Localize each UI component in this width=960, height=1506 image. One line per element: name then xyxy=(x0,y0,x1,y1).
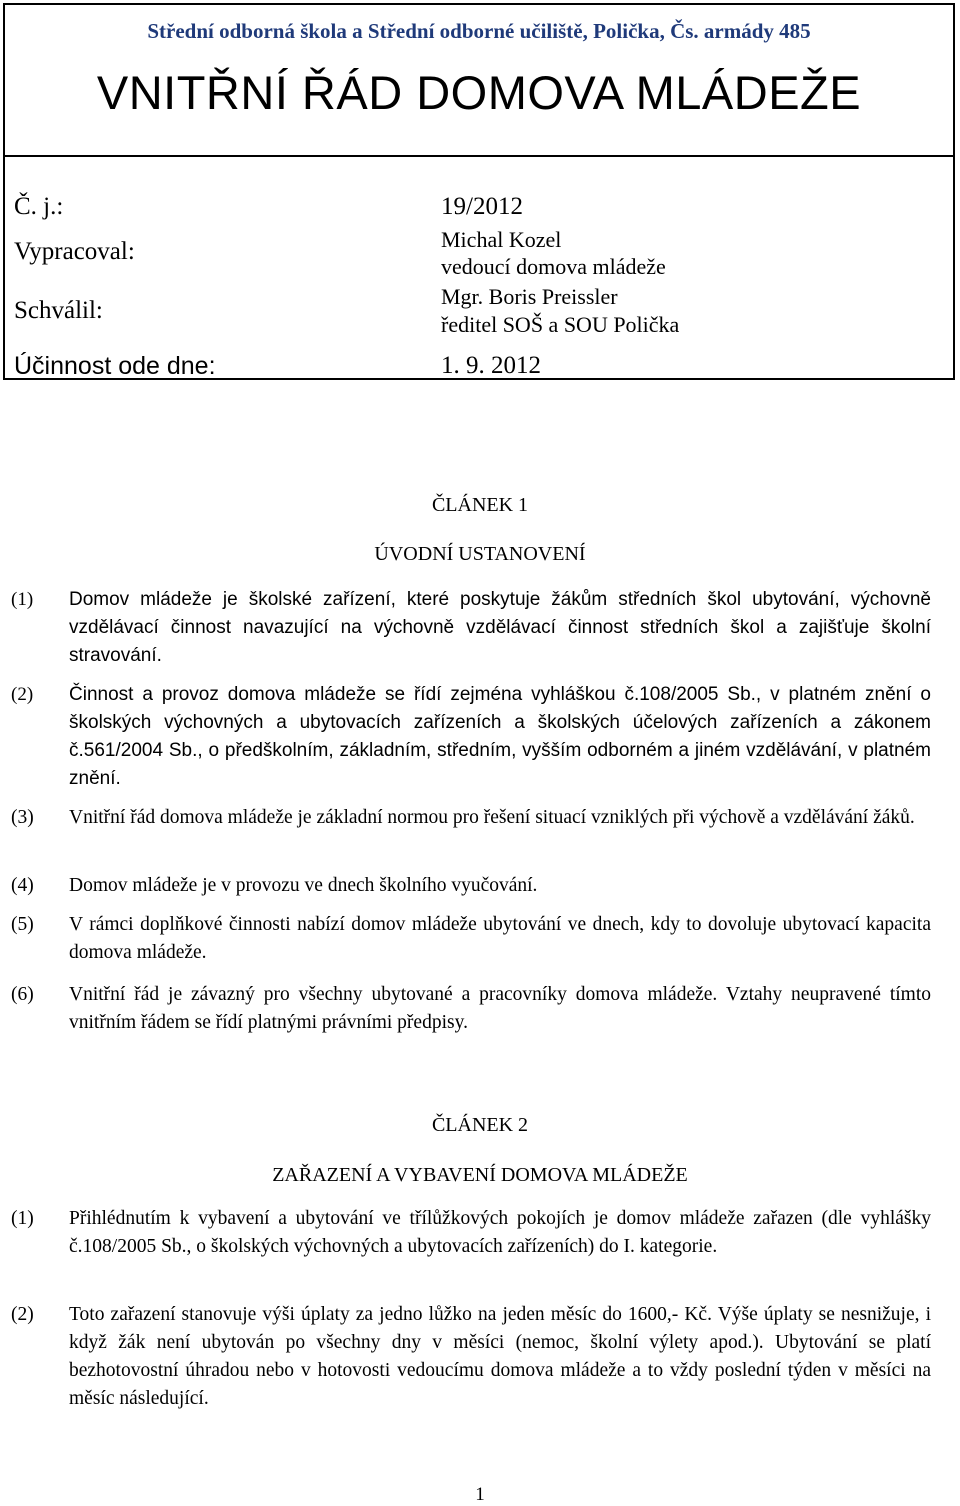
article-1-paragraph xyxy=(11,872,931,900)
prepared-role: vedoucí domova mládeže xyxy=(441,254,666,279)
paragraph-number: (6) xyxy=(11,984,34,1005)
article-1-paragraph xyxy=(11,681,931,793)
approved-role: ředitel SOŠ a SOU Polička xyxy=(441,312,680,337)
paragraph-text: Domov mládeže je školské zařízení, které poskytuje žákům středních škol ubytování, výchovně vzdělávací činnost navazující na výchovně vzdělávací činnost středních škol a zajišťuje školní stravování. xyxy=(69,589,931,666)
paragraph-number: (2) xyxy=(11,684,34,705)
paragraph-text: Vnitřní řád domova mládeže je základní normou pro řešení situací vzniklých při výchově a vzdělávání žáků. xyxy=(69,807,915,828)
prepared-label: Vypracoval: xyxy=(14,238,135,265)
paragraph-number: (1) xyxy=(11,1208,34,1229)
cj-value: 19/2012 xyxy=(441,193,523,220)
article-2-paragraph xyxy=(11,1205,931,1261)
effective-label: Účinnost ode dne: xyxy=(14,352,216,380)
article-1-paragraph xyxy=(11,586,931,670)
approved-label: Schválil: xyxy=(14,297,103,324)
paragraph-text: Toto zařazení stanovuje výši úplaty za jedno lůžko na jeden měsíc do 1600,- Kč. Výše úplaty se nesnižuje, i když žák není ubytován po všechny dny v měsíci (nemoc, školní výlety apod.). Ubytování se platí bezhotovostní úhradou nebo v hotovosti vedoucímu domova mládeže a to vždy poslední týden v měsíci na měsíc následující. xyxy=(69,1304,931,1409)
prepared-name: Michal Kozel xyxy=(441,227,562,252)
paragraph-number: (3) xyxy=(11,807,34,828)
article-1-number: ČLÁNEK 1 xyxy=(431,494,529,516)
approved-name: Mgr. Boris Preissler xyxy=(441,284,618,309)
paragraph-text: Vnitřní řád je závazný pro všechny ubytované a pracovníky domova mládeže. Vztahy neupravené tímto vnitřním řádem se řídí platnými právními předpisy. xyxy=(69,984,931,1033)
cj-label: Č. j.: xyxy=(14,193,64,220)
paragraph-text: Činnost a provoz domova mládeže se řídí zejména vyhláškou č.108/2005 Sb., v platném znění o školských výchovných a ubytovacích zařízeních a školských účelových zařízeních a zákonem č.561/2004 Sb., o předškolním, základním, středním, vyšším odborném a jiném vzdělávání, v platném znění. xyxy=(69,684,931,789)
article-1-paragraph xyxy=(11,804,931,832)
article-1-title: ÚVODNÍ USTANOVENÍ xyxy=(374,543,586,565)
paragraph-number: (1) xyxy=(11,589,34,610)
article-2-paragraph xyxy=(11,1301,931,1413)
paragraph-number: (4) xyxy=(11,875,34,896)
paragraph-number: (2) xyxy=(11,1304,34,1325)
document-title: VNITŘNÍ ŘÁD DOMOVA MLÁDEŽE xyxy=(96,66,862,119)
paragraph-text: V rámci doplňkové činnosti nabízí domov mládeže ubytování ve dnech, kdy to dovoluje ubytovací kapacita domova mládeže. xyxy=(69,914,931,963)
school-name: Střední odborná škola a Střední odborné učiliště, Polička, Čs. armády 485 xyxy=(147,19,811,43)
paragraph-text: Domov mládeže je v provozu ve dnech školního vyučování. xyxy=(69,875,538,896)
effective-date: 1. 9. 2012 xyxy=(441,352,541,379)
article-2-number: ČLÁNEK 2 xyxy=(431,1114,529,1136)
document-header xyxy=(3,3,955,380)
article-1-paragraph xyxy=(11,981,931,1037)
paragraph-text: Přihlédnutím k vybavení a ubytování ve třílůžkových pokojích je domov mládeže zařazen (dle vyhlášky č.108/2005 Sb., o školských výchovných a ubytovacích zařízeních) do I. kategorie. xyxy=(69,1208,931,1257)
page-number: 1 xyxy=(475,1484,485,1505)
paragraph-number: (5) xyxy=(11,914,34,935)
article-2-title: ZAŘAZENÍ A VYBAVENÍ DOMOVA MLÁDEŽE xyxy=(272,1164,688,1186)
article-1-paragraph xyxy=(11,911,931,967)
header-divider xyxy=(5,155,953,157)
